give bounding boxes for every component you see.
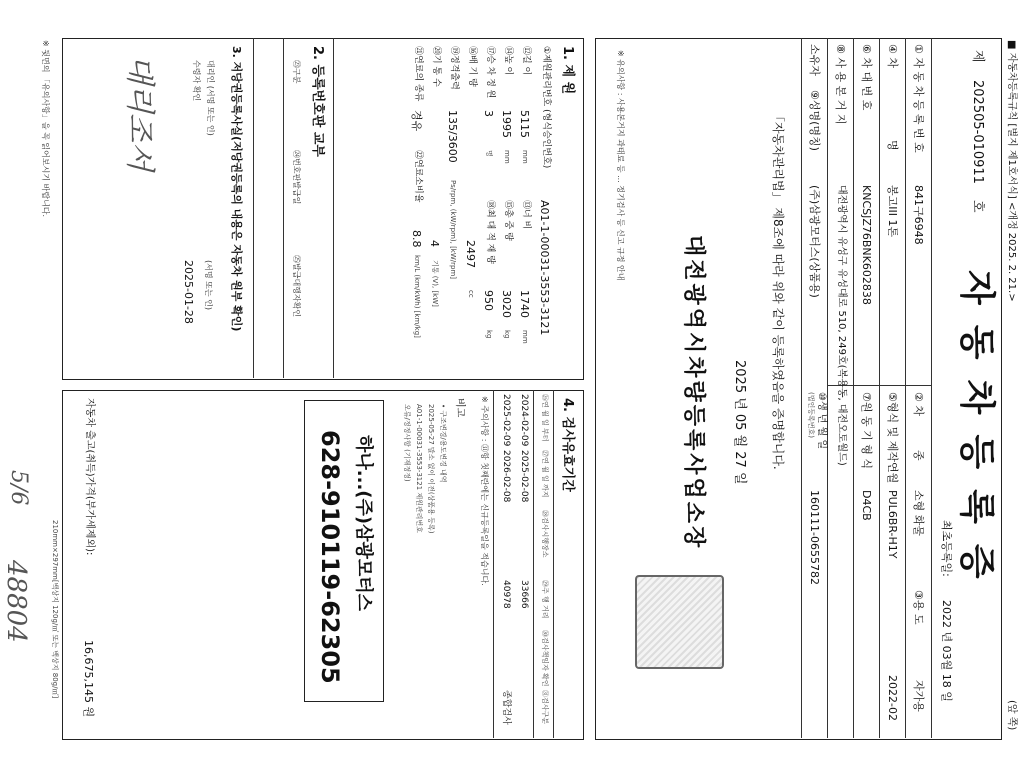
load: 950 — [482, 290, 495, 311]
engine: D4CB — [860, 490, 873, 521]
power-label: ⑲정격출력 — [449, 46, 459, 90]
sign-label: (서명 또는 인) — [204, 260, 213, 310]
section1-title: 1. 제 원 — [560, 46, 575, 95]
plate-date: 2025-01-28 — [182, 260, 195, 324]
capacity-unit: 명 — [485, 150, 493, 157]
section4-title: 4. 검사유효기간 — [560, 398, 575, 492]
garage: 대전광역시 유성구 유성대로 510, 249호(복용동, 대전오토월드) — [836, 185, 847, 466]
plate-col3: ㉕발급대행자확인 — [292, 255, 301, 318]
note-item: • 구조변경/용도변경 내역 — [439, 404, 447, 483]
handwritten-scribble: 대리조서 — [122, 55, 157, 171]
insp-row1-to: 2025-02-08 — [519, 450, 529, 503]
note-item: A01-1-00031-3553-3121 제원관리번호 — [415, 404, 423, 533]
weight-unit: kg — [503, 330, 511, 339]
length-label: ⑫길 이 — [521, 46, 531, 76]
insp-row2-to: 2026-02-08 — [501, 450, 511, 503]
load-unit: kg — [485, 330, 493, 339]
grid-line — [905, 38, 906, 738]
regulation-header: ■ 자동차등록규칙 [별지 제1호서식] <개정 2025. 2. 21.> — [1006, 40, 1017, 302]
insp-col-type: ㉛검사구분 — [541, 690, 549, 725]
fuel: 경유 — [410, 110, 423, 132]
use-value: 자가용 — [912, 680, 925, 712]
insp-row2-from: 2025-02-09 — [501, 394, 511, 447]
load-label: ⑱최 대 적 재 량 — [485, 200, 495, 264]
stamp-line2: 628-910119-62305 — [316, 430, 344, 684]
model-label: ⑤형식 및 제작연월 — [886, 392, 899, 484]
grid-line — [533, 390, 534, 738]
model-value: PUL6BR-H1Y — [886, 490, 899, 559]
side-label: (앞 쪽) — [1006, 700, 1017, 731]
owner-name: (주)삼광모터스(상품용) — [808, 185, 821, 298]
power: 135/3600 — [446, 110, 459, 163]
insp-col-inspector: ㉚검사책임자 확인 — [541, 630, 549, 687]
type-label: ② 차 — [912, 392, 925, 416]
model-year: 2022-02 — [886, 675, 899, 721]
grid-line — [801, 38, 802, 738]
power-unit: Ps/rpm, (kW/rpm), [kW/rpm] — [449, 180, 457, 280]
length: 5115 — [518, 110, 531, 138]
section2-title: 2. 등록번호판 교부 — [310, 46, 325, 157]
official-seal — [635, 575, 724, 669]
insp-footnote: ※ 주의사항 : ㉛항 첫째란에는 신규등록일을 적습니다. — [480, 396, 489, 586]
insp-col-from: ㉖연 월 일 부터 — [541, 394, 549, 442]
type-value: 소형 화물 — [912, 490, 925, 537]
reg-no-label: ① 자 동 차 등 록 번 호 — [912, 44, 925, 153]
model-no: A01-1-00031-3553-3121 — [538, 200, 551, 336]
width: 1740 — [518, 290, 531, 318]
engine-label: ⑦원 동 기 형 식 — [860, 392, 873, 469]
capacity: 3 — [482, 110, 495, 117]
length-unit: mm — [521, 150, 529, 164]
issue-date: 2025 년 05 월 27 일 — [732, 360, 747, 485]
model-no-label: ①제원관리번호 (형식승인번호) — [541, 46, 551, 169]
agent2-label: 수령자 확인 — [192, 60, 201, 102]
name-sub: 명 — [886, 140, 899, 151]
note-item: 오류/정정사항 (기재정정) — [403, 404, 411, 482]
price-value: 16,675,145 원 — [82, 640, 95, 718]
first-reg-label: 최초등록일: — [940, 520, 953, 577]
owner-id-label: ⑩생 년 월 일 — [816, 392, 827, 450]
insp-col-mileage: ㉙주 행 거리 — [541, 580, 549, 619]
type-sub: 종 — [912, 450, 925, 461]
grid-line — [283, 38, 284, 378]
cert-no-suffix: 호 — [970, 200, 985, 213]
insp-col-to: ㉗연 월 일 까지 — [541, 450, 549, 498]
document-title: 자동차등록증 — [956, 270, 997, 599]
grid-line — [553, 390, 554, 738]
plate-col2: ㉔번호판발급일 — [292, 150, 301, 205]
name-label: ④ 차 — [886, 44, 899, 68]
insp-row2-mileage: 40978 — [501, 580, 511, 609]
width-unit: mm — [521, 330, 529, 344]
grid-line — [931, 38, 932, 738]
weight-label: ⑮총 중 량 — [503, 200, 513, 241]
owner-label: 소유자 — [808, 44, 821, 76]
cylinders: 4 — [428, 240, 441, 247]
insp-row1-mileage: 33666 — [519, 580, 529, 609]
owner-name-label: ⑨성명(명칭) — [808, 90, 821, 151]
notice-text: ※ 유의사항 : 사용본거지 과태료 등 ... 정기검사 등 신고 규정 안내 — [616, 50, 625, 281]
insp-col-place: ㉘검사시행장소 — [541, 510, 549, 558]
grid-line — [493, 390, 494, 738]
notes-title: 비고 — [454, 398, 465, 418]
capacity-label: ⑰승 차 정 원 — [485, 46, 495, 99]
certify-text: 「자동차관리법」 제8조에 따라 위와 같이 등록하였음을 증명합니다. — [771, 110, 785, 470]
cylinders-unit: 기통 (V), [kW] — [431, 260, 439, 307]
name-value: 봉고III 1톤 — [886, 185, 899, 238]
cert-no-label: 제 — [970, 50, 985, 63]
use-label: ③용 도 — [912, 590, 925, 625]
displacement-label: ⑯배 기 량 — [467, 46, 477, 87]
grid-line — [827, 38, 828, 738]
stamp-line1: 하나...(주)삼광모터스 — [353, 435, 374, 612]
plate-col1: ㉓구분 — [292, 60, 301, 84]
footer-notice: ※ 뒷면의 「유의사항」을 꼭 읽어보시기 바랍니다. — [41, 40, 50, 218]
displacement-unit: cc — [467, 290, 475, 298]
paper-size: 210mm×297mm[백상지 120g/㎡ 또는 백상지 80g/㎡] — [51, 520, 59, 699]
handwritten-mark: 5/6 — [6, 470, 31, 506]
insp-row2-type: 종합검사 — [501, 690, 511, 725]
first-reg-date: 2022 년 03월 18 일 — [940, 600, 953, 702]
handwritten-number: 48804 — [1, 560, 31, 643]
note-item: 2025-05-27 말소 없이 이전(상품용 등록) — [427, 404, 435, 534]
grid-line — [333, 38, 334, 378]
issuing-office: 대전광역시차량등록사업소장 — [681, 235, 706, 551]
insp-row1-from: 2024-02-09 — [519, 394, 529, 447]
efficiency: 8.8 — [410, 230, 423, 248]
owner-id: 160111-0655782 — [808, 490, 821, 585]
fuel-label: ㉑연료의 종류 — [413, 46, 423, 102]
width-label: ⑬너 비 — [521, 200, 531, 230]
height-unit: mm — [503, 150, 511, 164]
vin-label: ⑥ 차 대 번 호 — [860, 44, 873, 111]
displacement: 2497 — [464, 240, 477, 268]
height: 1995 — [500, 110, 513, 138]
price-label: 자동차 출고(취득)가격(부가세제외): — [84, 398, 95, 556]
grid-line — [853, 38, 854, 738]
agent-label: 대리인 (서명 또는 인) — [206, 60, 215, 136]
grid-line — [879, 38, 880, 738]
cylinders-label: ⑳기 통 수 — [431, 46, 441, 87]
reg-no: 841구6948 — [912, 185, 925, 245]
section3-title: 3. 저당권등록사실(저당권등록의 내용은 자동차 원부 확인) — [230, 46, 243, 332]
cert-no: 202505-010911 — [970, 80, 985, 184]
vin: KNCSJZ76BNK602838 — [860, 185, 873, 305]
grid-line — [253, 38, 254, 378]
weight: 3020 — [500, 290, 513, 318]
height-label: ⑭높 이 — [503, 46, 513, 76]
owner-id-sub: (법인등록번호) — [807, 392, 815, 439]
garage-label: ⑧ 사 용 본 거 지 — [834, 44, 847, 125]
efficiency-unit: km/L (km/kWh) [km/kg] — [413, 255, 421, 338]
efficiency-label: ㉒연료소비율 — [413, 150, 423, 203]
